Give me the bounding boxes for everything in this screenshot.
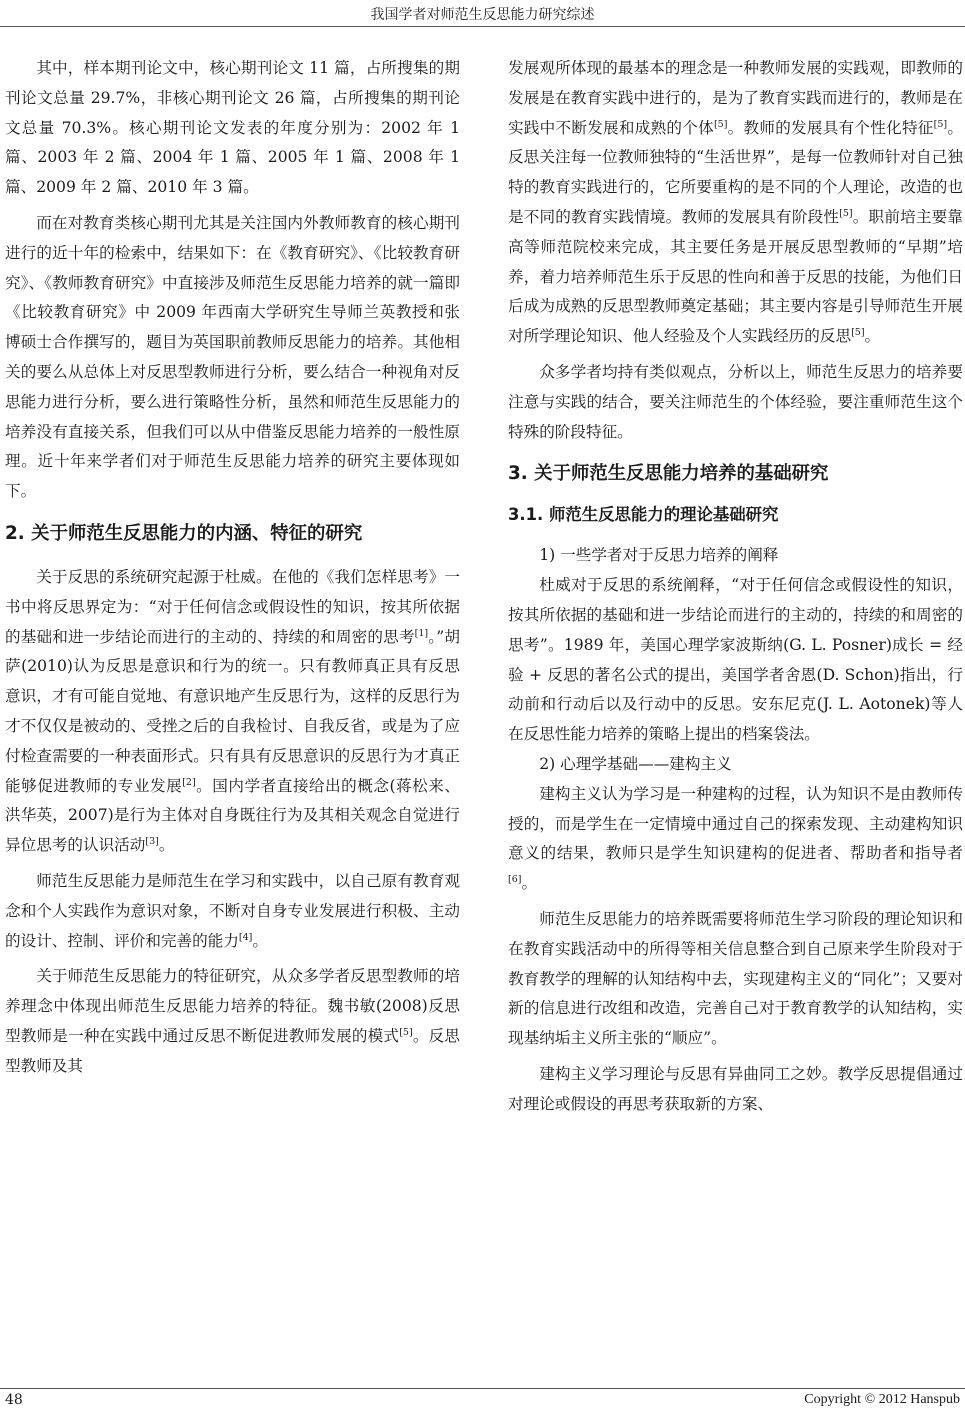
paragraph-summary: 众多学者均持有类似观点，分析以上，师范生反思力的培养要注意与实践的结合，要关注师范生的个体经验，要注重师范生这个特殊的阶段特征。	[508, 362, 963, 441]
footer-rule	[0, 1388, 965, 1389]
section-3-1-heading: 3.1. 师范生反思能力的理论基础研究	[508, 505, 779, 525]
citation: [3]	[145, 835, 159, 847]
page-number: 48	[5, 1392, 23, 1408]
section-2-heading: 2. 关于师范生反思能力的内涵、特征的研究	[5, 522, 363, 544]
paragraph-constructivism-reflection: 建构主义学习理论与反思有异曲同工之妙。教学反思提倡通过对理论或假设的再思考获取新的方案、	[508, 1064, 963, 1113]
header-rule	[0, 26, 965, 27]
text: 。	[158, 836, 175, 855]
text: 。国内学者直接给出的概念(蒋松来、洪华英，2007)是行为主体对自身既往行为及其相关观念自觉进行异位思考的认识活动	[5, 776, 460, 855]
copyright-notice: Copyright © 2012 Hanspub	[804, 1392, 960, 1407]
citation: [5]	[713, 118, 728, 130]
paragraph-assimilation: 师范生反思能力的培养既需要将师范生学习阶段的理论知识和在教育实践活动中的所得等相关信息整合到自己原来学生阶段对于教育教学的理解的认知结构中去，实现建构主义的“同化”；又要对新的信息进行改组和改造，完善自己对于教育教学的认知结构，实现基纳垢主义所主张的“顺应”。	[508, 909, 963, 1048]
text: 发展观所体现的最基本的理念是一种教师发展的实践观，即教师的发展是在教育实践中进行的，是为了教育实践而进行的，教师是在实践中不断发展和成熟的个体	[508, 59, 963, 137]
citation: [6]	[508, 873, 522, 885]
paragraph-dewey-posner: 杜威对于反思的系统阐释，“对于任何信念或假设性的知识，按其所依据的基础和进一步结论而进行的主动的，持续的和周密的思考”。1989 年，美国心理学家波斯纳(G. L. Posner)成长 = 经验 + 反思的著名公式的提出，美国学者舍恩(D. Schon)指出，行动前和行动后以及行动中的反思。安东尼克(J. L. Aotonek)等人在反思性能力培养的策略上提出的档案袋法。	[508, 576, 963, 744]
text: 关于师范生反思能力的特征研究，从众多学者反思型教师的培养理念中体现出师范生反思能力培养的特征。魏书敏(2008)反思型教师是一种在实践中通过反思不断促进教师发展的模式	[5, 967, 460, 1045]
text: 。	[864, 327, 881, 346]
paragraph-feature-research	[5, 962, 460, 1081]
text: 师范生反思能力是师范生在学习和实践中，以自己原有教育观念和个人实践作为意识对象，不断对自身专业发展进行积极、主动的设计、控制、评价和完善的能力	[5, 871, 460, 950]
paragraph-sample-stats: 其中，样本期刊论文中，核心期刊论文 11 篇，占所搜集的期刊论文总量 29.7%，非核心期刊论文 26 篇，占所搜集的期刊论文总量 70.3%。核心期刊论文发表的年度分别为：2002 年 1 篇、2003 年 2 篇、2004 年 1 篇、2005 年 1 篇、2008 年 1 篇、2009 年 2 篇、2010 年 3 篇。	[5, 59, 460, 197]
text: 。反思型教师及其	[5, 1026, 460, 1075]
citation: [5]	[839, 207, 853, 219]
citation: [4]	[238, 931, 253, 943]
text: 。	[252, 931, 268, 950]
text: 。”胡萨(2010)认为反思是意识和行为的统一。只有教师真正具有反思意识，才有可能自觉地、有意识地产生反思行为，这样的反思行为才不仅仅是被动的、受挫之后的自我检讨、自我反省，或是为了应付检查需要的一种表面形式。只有具有反思意识的反思行为才真正能够促进教师的专业发展	[5, 627, 460, 795]
text: 。教师的发展具有个性化特征	[727, 118, 934, 137]
text: 。	[521, 874, 538, 893]
citation: [5]	[933, 118, 948, 130]
text: 。反思关注每一位教师独特的“生活世界”，是每一位教师针对自己独特的教育实践进行的，它所要重构的是不同的个人理论，改造的也是不同的教育实践情境。教师的发展具有阶段性	[508, 118, 963, 226]
running-title: 我国学者对师范生反思能力研究综述	[370, 7, 595, 23]
citation: [2]	[182, 776, 196, 788]
citation: [5]	[851, 326, 865, 338]
right-column	[508, 54, 963, 1120]
citation: [5]	[399, 1026, 413, 1038]
text: 关于反思的系统研究起源于杜威。在他的《我们怎样思考》一书中将反思界定为：“对于任何信念或假设性的知识，按其所依据的基础和进一步结论而进行的主动的、持续的和周密的思考	[5, 567, 460, 646]
text: 建构主义认为学习是一种建构的过程，认为知识不是由教师传授的，而是学生在一定情境中通过自己的探索发现、主动建构知识意义的结果，教师只是学生知识建构的促进者、帮助者和指导者	[508, 784, 963, 863]
list-item-scholars: 1) 一些学者对于反思力培养的阐释	[539, 546, 779, 565]
section-3-heading: 3. 关于师范生反思能力培养的基础研究	[508, 463, 829, 485]
paragraph-ability-definition	[5, 867, 460, 956]
paragraph-constructivism	[508, 780, 963, 899]
text: 。职前培主要靠高等师范院校来完成，其主要任务是开展反思型教师的“早期”培养，着力培养师范生乐于反思的性向和善于反思的技能，为他们日后成为成熟的反思型教师奠定基础；其主要内容是引导师范生开展对所学理论知识、他人经验及个人实践经历的反思	[508, 207, 963, 346]
left-column	[5, 54, 460, 1082]
paragraph-journal-search: 而在对教育类核心期刊尤其是关注国内外教师教育的核心期刊进行的近十年的检索中，结果如下：在《教育研究》、《比较教育研究》、《教师教育研究》中直接涉及师范生反思能力培养的就一篇即《比较教育研究》中 2009 年西南大学研究生导师兰英教授和张博硕士合作撰写的，题目为英国职前教师反思能力的培养。其他相关的要么从总体上对反思型教师进行分析，要么结合一种视角对反思能力进行分析，要么进行策略性分析，虽然和师范生反思能力的培养没有直接关系，但我们可以从中借鉴反思能力培养的一般性原理。近十年来学者们对于师范生反思能力培养的研究主要体现如下。	[5, 213, 460, 501]
citation: [1]	[414, 627, 429, 639]
paragraph-reflection-origin	[5, 563, 460, 861]
paragraph-development-view	[508, 54, 963, 352]
list-item-constructivism: 2) 心理学基础——建构主义	[539, 754, 732, 773]
